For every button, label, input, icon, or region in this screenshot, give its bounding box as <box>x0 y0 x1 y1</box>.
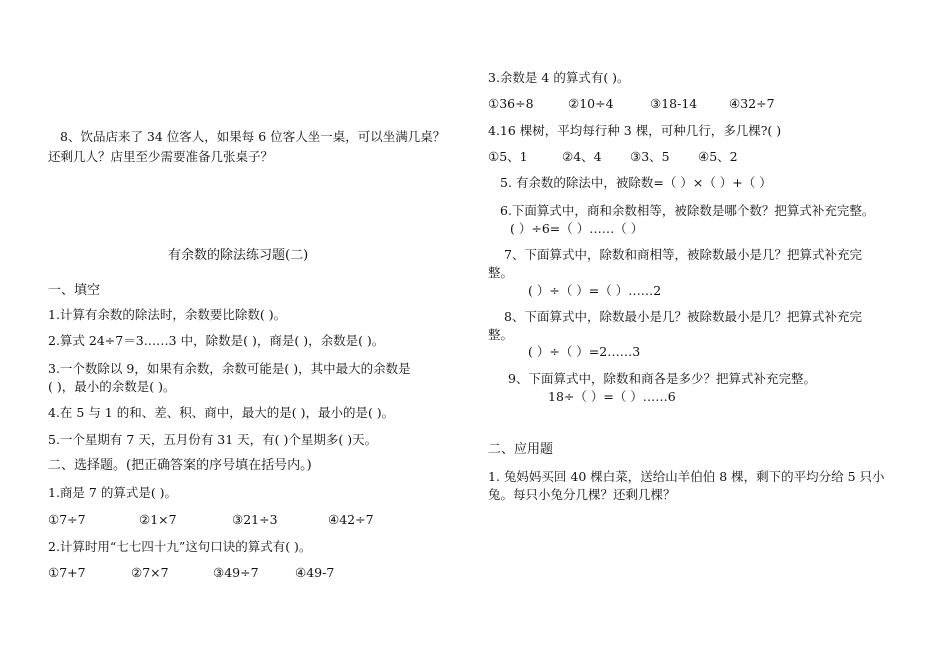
choice-q3-opt1: ①36÷8 <box>488 96 534 111</box>
choice-q1-opt4: ④42÷7 <box>328 512 374 527</box>
fill-q3-line2: ( )，最小的余数是( )。 <box>48 379 176 394</box>
choice-q3-opt2: ②10÷4 <box>568 96 614 111</box>
choice-q4-opt1: ①5、1 <box>488 149 528 164</box>
choice-q2-opt4: ④49-7 <box>295 565 335 580</box>
q6: 6.下面算式中，商和余数相等，被除数是哪个数？把算式补充完整。 <box>500 203 875 218</box>
choice-q3-opt4: ④32÷7 <box>729 96 775 111</box>
q7-equation: ( ）÷（ ）=（ ）……2 <box>528 283 662 298</box>
choice-q2-opt2: ②7×7 <box>131 565 169 580</box>
section-application-heading: 二、应用题 <box>488 442 554 457</box>
q8-line1: 8、下面算式中，除数最小是几？被除数最小是几？把算式补充完 <box>504 309 862 324</box>
q7-line2: 整。 <box>488 265 514 280</box>
choice-q1-opt2: ②1×7 <box>139 512 177 527</box>
choice-q2-opt3: ③49÷7 <box>213 565 259 580</box>
q9-equation: 18÷（ ）=（ ）……6 <box>548 389 676 404</box>
right-column <box>488 0 918 671</box>
fill-q2: 2.算式 24÷7＝3……3 中，除数是( )，商是( )，余数是( )。 <box>48 333 385 348</box>
left-column <box>48 0 468 671</box>
q9: 9、下面算式中，除数和商各是多少？把算式补充完整。 <box>508 371 816 386</box>
fill-q5: 5.一个星期有 7 天，五月份有 31 天，有( )个星期多( )天。 <box>48 432 378 447</box>
q6-equation: ( ）÷6=（ ）……（ ） <box>510 221 644 236</box>
choice-q1-opt3: ③21÷3 <box>232 512 278 527</box>
choice-q2-opt1: ①7+7 <box>48 565 86 580</box>
choice-q4-opt2: ②4、4 <box>562 149 602 164</box>
fill-q1: 1.计算有余数的除法时，余数要比除数( )。 <box>48 307 287 322</box>
fill-q4: 4.在 5 与 1 的和、差、积、商中，最大的是( )，最小的是( )。 <box>48 405 395 420</box>
q8-line2: 整。 <box>488 327 514 342</box>
choice-q1-opt1: ①7÷7 <box>48 512 86 527</box>
fill-q3-line1: 3.一个数除以 9，如果有余数，余数可能是( )，其中最大的余数是 <box>48 361 411 376</box>
left-q8-line1: 8、饮品店来了 34 位客人，如果每 6 位客人坐一桌，可以坐满几桌？ <box>60 129 446 144</box>
worksheet-title: 有余数的除法练习题(二) <box>168 248 309 263</box>
app-q1-line2: 兔。每只小兔分几棵？还剩几棵？ <box>488 487 676 502</box>
choice-q4-opt4: ④5、2 <box>698 149 738 164</box>
choice-q4: 4.16 棵树，平均每行种 3 棵，可种几行，多几棵?( ) <box>488 123 782 138</box>
choice-q1: 1.商是 7 的算式是( )。 <box>48 485 178 500</box>
q8-equation: ( ）÷（ ）=2……3 <box>528 344 641 359</box>
choice-q4-opt3: ③3、5 <box>630 149 670 164</box>
section-choice-heading: 二、选择题。(把正确答案的序号填在括号内。) <box>48 458 312 473</box>
choice-q3: 3.余数是 4 的算式有( )。 <box>488 70 630 85</box>
left-q8-line2: 还剩几人？店里至少需要准备几张桌子？ <box>48 149 274 164</box>
choice-q3-opt3: ③18-14 <box>650 96 698 111</box>
section-fill-heading: 一、填空 <box>48 283 101 298</box>
q5: 5. 有余数的除法中，被除数=（ ）×（ ）+（ ） <box>500 175 772 190</box>
choice-q2: 2.计算时用“七七四十九”这句口诀的算式有( )。 <box>48 539 312 554</box>
app-q1-line1: 1. 兔妈妈买回 40 棵白菜，送给山羊伯伯 8 棵，剩下的平均分给 5 只小 <box>488 469 885 484</box>
q7-line1: 7、下面算式中，除数和商相等，被除数最小是几？把算式补充完 <box>504 247 862 262</box>
